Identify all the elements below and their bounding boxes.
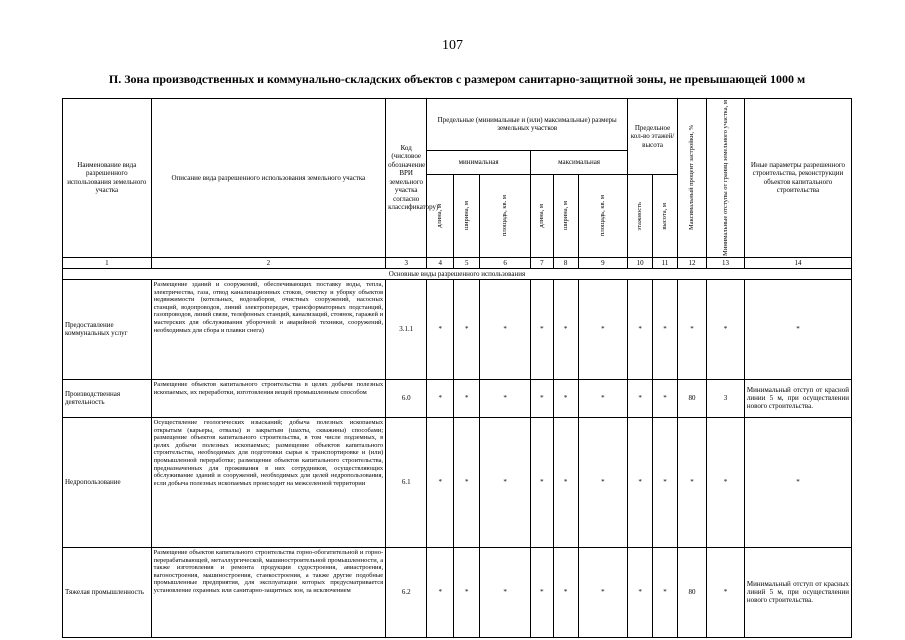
min-area-value: *: [480, 547, 531, 637]
other-parameters-value: Минимальный отступ от красной линии 5 м, при осуществлении нового строительства.: [744, 379, 851, 417]
header-height: [653, 174, 678, 257]
min-setback-value: 3: [707, 379, 745, 417]
header-vri-code: Код (числовое обозначение ВРИ земельного участка согласно классификатору): [386, 99, 427, 258]
vri-name: Производственная деятельность: [63, 379, 152, 417]
floors-value: *: [628, 279, 653, 379]
min-setback-value: *: [707, 279, 745, 379]
height-value: *: [653, 279, 678, 379]
max-coverage-value: 80: [677, 379, 706, 417]
header-max-coverage-label: Максимальный процент застройки, %: [688, 125, 696, 231]
max-coverage-value: *: [677, 279, 706, 379]
column-number: 11: [653, 257, 678, 268]
min-area-value: *: [480, 279, 531, 379]
header-max-length: [530, 174, 553, 257]
min-setback-value: *: [707, 417, 745, 547]
header-min-length: [427, 174, 454, 257]
min-area-value: *: [480, 417, 531, 547]
max-area-value: *: [578, 547, 628, 637]
header-max-area-label: площадь, кв. м: [599, 195, 607, 237]
header-min-length-label: длина, м: [436, 204, 444, 228]
column-number: 1: [63, 257, 152, 268]
min-length-value: *: [427, 547, 454, 637]
max-width-value: *: [553, 379, 578, 417]
header-maximum: максимальная: [530, 150, 627, 174]
max-coverage-value: *: [677, 417, 706, 547]
min-width-value: *: [454, 547, 480, 637]
vri-code: 6.0: [386, 379, 427, 417]
header-max-width: [553, 174, 578, 257]
max-width-value: *: [553, 279, 578, 379]
header-floors-height: Предельное кол-во этажей/ высота: [628, 99, 678, 175]
min-area-value: *: [480, 379, 531, 417]
vri-name: Предоставление коммунальных услуг: [63, 279, 152, 379]
header-max-coverage: [677, 99, 706, 258]
header-minimum: минимальная: [427, 150, 531, 174]
max-area-value: *: [578, 417, 628, 547]
vri-name: Недропользование: [63, 417, 152, 547]
vri-description: Размещение объектов капитального строительства горно-обогатительной и горно-перерабатывающей, металлургической, машиностроительной промышленности, а также изготовления и ремонта продукции судостроения, авиастроения, вагоностроения, машиностроения, станкостроения, а также другие подобные промышленные предприятия, для эксплуатации которых предусматривается установление охранных или санитарно-защитных зон, за исключением: [151, 547, 386, 637]
min-length-value: *: [427, 379, 454, 417]
header-floors: [628, 174, 653, 257]
vri-description: Осуществление геологических изысканий; добыча полезных ископаемых открытым (карьеры, отвалы) и закрытым (шахты, скважины) способами; размещение объектов капитального строительства, в том числе подземных, в целях добычи полезных ископаемых; размещение объектов капитального строительства, необходимых для подготовки сырья к транспортировке и (или) промышленной переработке; размещение объектов капитального строительства, предназначенных для проживания в них сотрудников, осуществляющих обслуживание зданий и сооружений, необходимых для целей недропользования, если добыча полезных ископаемых происходит на межселенной территории: [151, 417, 386, 547]
header-plot-sizes: Предельные (минимальные и (или) максимальные) размеры земельных участков: [427, 99, 628, 151]
max-width-value: *: [553, 547, 578, 637]
table-row: [63, 279, 852, 379]
column-number: 6: [480, 257, 531, 268]
column-number: 13: [707, 257, 745, 268]
column-number: 12: [677, 257, 706, 268]
header-max-width-label: ширина, м: [561, 201, 569, 231]
table-row: [63, 379, 852, 417]
height-value: *: [653, 547, 678, 637]
header-vri-description: Описание вида разрешенного использования земельного участка: [151, 99, 386, 258]
floors-value: *: [628, 417, 653, 547]
max-length-value: *: [530, 379, 553, 417]
header-min-width: [454, 174, 480, 257]
min-length-value: *: [427, 417, 454, 547]
header-min-width-label: ширина, м: [462, 201, 470, 231]
max-coverage-value: 80: [677, 547, 706, 637]
max-length-value: *: [530, 279, 553, 379]
vri-code: 3.1.1: [386, 279, 427, 379]
column-number-row: [63, 257, 852, 268]
max-area-value: *: [578, 379, 628, 417]
other-parameters-value: *: [744, 417, 851, 547]
section-row: [63, 268, 852, 279]
column-number: 2: [151, 257, 386, 268]
section-title: Основные виды разрешенного использования: [63, 268, 852, 279]
header-min-area-label: площадь, кв. м: [501, 195, 509, 237]
min-width-value: *: [454, 279, 480, 379]
column-number: 4: [427, 257, 454, 268]
other-parameters-value: Минимальный отступ от красных линий 5 м, при осуществлении нового строительства.: [744, 547, 851, 637]
zone-parameters-table: [62, 98, 852, 638]
vri-code: 6.2: [386, 547, 427, 637]
max-length-value: *: [530, 547, 553, 637]
column-number: 3: [386, 257, 427, 268]
height-value: *: [653, 417, 678, 547]
min-width-value: *: [454, 417, 480, 547]
max-area-value: *: [578, 279, 628, 379]
max-width-value: *: [553, 417, 578, 547]
header-vri-name: Наименование вида разрешенного использования земельного участка: [63, 99, 152, 258]
zone-title: П. Зона производственных и коммунально-складских объектов с размером санитарно-защитной зоны, не превышающей 1000 м: [108, 72, 806, 86]
header-min-setbacks: [707, 99, 745, 258]
vri-name: Тяжелая промышленность: [63, 547, 152, 637]
header-max-length-label: длина, м: [538, 204, 546, 228]
min-width-value: *: [454, 379, 480, 417]
column-number: 7: [530, 257, 553, 268]
column-number: 14: [744, 257, 851, 268]
header-min-setbacks-label: Минимальные отступы от границ земельного участка, м: [721, 100, 729, 256]
header-max-area: [578, 174, 628, 257]
max-length-value: *: [530, 417, 553, 547]
column-number: 9: [578, 257, 628, 268]
vri-description: Размещение зданий и сооружений, обеспечивающих поставку воды, тепла, электричества, газа, отвод канализационных стоков, очистку и уборку объектов недвижимости (котельных, водозаборов, очистных сооружений, насосных станций, водопроводов, линий электропередач, трансформаторных подстанций, газопроводов, линий связи, телефонных станций, канализаций, стоянок, гаражей и мастерских для обслуживания уборочной и аварийной техники, сооружений, необходимых для сбора и плавки снега): [151, 279, 386, 379]
column-number: 8: [553, 257, 578, 268]
floors-value: *: [628, 379, 653, 417]
vri-description: Размещение объектов капитального строительства в целях добычи полезных ископаемых, их переработки, изготовления вещей промышленным способом: [151, 379, 386, 417]
floors-value: *: [628, 547, 653, 637]
height-value: *: [653, 379, 678, 417]
vri-code: 6.1: [386, 417, 427, 547]
header-height-label: высота, м: [661, 202, 669, 230]
header-floors-label: этажность: [636, 201, 644, 231]
min-setback-value: *: [707, 547, 745, 637]
column-number: 10: [628, 257, 653, 268]
column-number: 5: [454, 257, 480, 268]
header-min-area: [480, 174, 531, 257]
page-number: 107: [442, 38, 463, 53]
min-length-value: *: [427, 279, 454, 379]
table-row: [63, 417, 852, 547]
table-row: [63, 547, 852, 637]
other-parameters-value: *: [744, 279, 851, 379]
header-other-parameters: Иные параметры разрешенного строительства, реконструкции объектов капитального строительства: [744, 99, 851, 258]
